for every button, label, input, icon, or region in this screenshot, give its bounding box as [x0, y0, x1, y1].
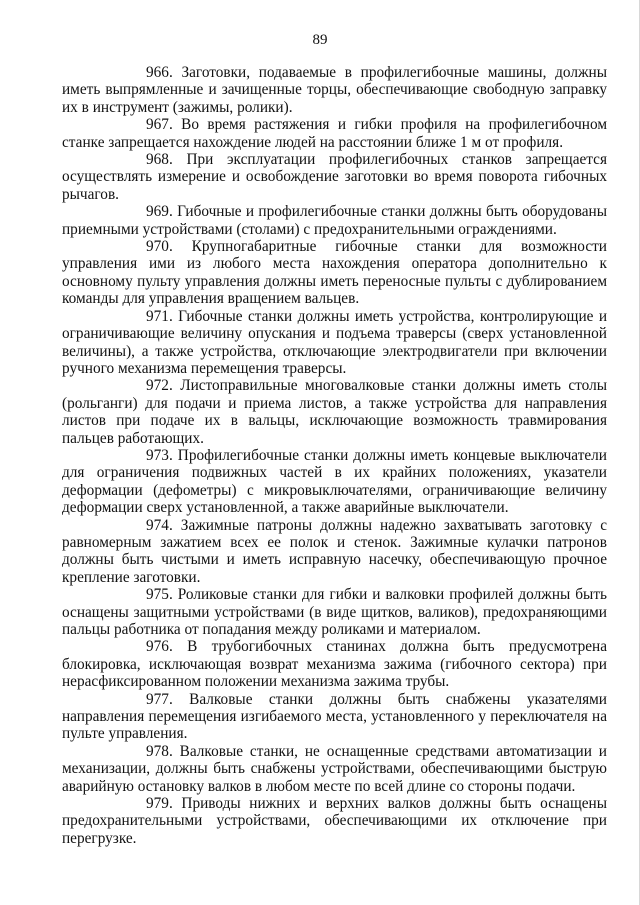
paragraph-text: При эксплуатации профилегибочных станков запрещается осуществлять измерение и освобождение заготовки во время поворота гибочных рычагов.	[62, 151, 607, 203]
paragraph-976	[62, 638, 607, 690]
paragraph-970	[62, 238, 607, 308]
paragraph-969	[62, 203, 607, 238]
paragraph-973	[62, 447, 607, 517]
paragraph-number: 968.	[146, 151, 173, 169]
paragraph-979	[62, 795, 607, 847]
paragraph-text: Листоправильные многовалковые станки должны иметь столы (рольганги) для подачи и приема листов, а также устройства для направления листов при подаче их в вальцы, исключающие возможность травмирования пальцев работающих.	[62, 377, 607, 447]
paragraph-974	[62, 517, 607, 587]
paragraph-number: 979.	[146, 795, 173, 813]
paragraph-number: 973.	[146, 446, 173, 464]
paragraph-text: Профилегибочные станки должны иметь концевые выключатели для ограничения подвижных частей в их крайних положениях, указатели деформации (дефометры) с микровыключателями, ограничивающие величину деформации сверх установленной, а также аварийные выключатели.	[62, 446, 607, 517]
paragraph-text: Во время растяжения и гибки профиля на профилегибочном станке запрещается нахождение людей на расстоянии ближе 1 м от профиля.	[62, 116, 607, 151]
paragraph-968	[62, 151, 607, 203]
paragraph-number: 972.	[146, 377, 173, 395]
paragraph-text: Гибочные и профилегибочные станки должны быть оборудованы приемными устройствами (столами) с предохранительными ограждениями.	[62, 203, 608, 238]
paragraph-967	[62, 116, 607, 151]
paragraph-977	[62, 691, 607, 743]
paragraph-number: 978.	[146, 742, 173, 760]
paragraph-text: Гибочные станки должны иметь устройства, контролирующие и ограничивающие величину опускания и подъема траверсы (сверх установленной величины), а также устройства, отключающие электродвигатели при включении ручного механизма перемещения траверсы.	[62, 307, 608, 377]
paragraph-971	[62, 308, 607, 378]
paragraph-text: Зажимные патроны должны надежно захватывать заготовку с равномерным зажатием всех ее полок и стенок. Зажимные кулачки патронов должны быть чистыми и иметь исправную насечку, обеспечивающую прочное крепление заготовки.	[62, 516, 608, 586]
paragraph-text: В трубогибочных станинах должна быть предусмотрена блокировка, исключающая возврат механизма зажима (гибочного сектора) при нерасфиксированном положении механизма зажима трубы.	[62, 638, 607, 691]
paragraph-number: 967.	[146, 116, 173, 134]
paragraph-text: Приводы нижних и верхних валков должны быть оснащены предохранительными устройствами, обеспечивающими их отключение при перегрузке.	[62, 795, 607, 847]
paragraph-text: Валковые станки, не оснащенные средствами автоматизации и механизации, должны быть снабжены устройствами, обеспечивающими быструю аварийную остановку валков в любом месте по всей длине со стороны подачи.	[62, 742, 607, 795]
paragraph-number: 976.	[146, 638, 173, 656]
paragraph-text: Заготовки, подаваемые в профилегибочные машины, должны иметь выпрямленные и зачищенные торцы, обеспечивающие свободную заправку их в инструмент (зажимы, ролики).	[62, 64, 607, 116]
document-body	[62, 64, 607, 847]
paragraph-975	[62, 586, 607, 638]
paragraph-number: 970.	[146, 238, 173, 256]
paragraph-972	[62, 377, 607, 447]
paragraph-number: 977.	[146, 690, 173, 708]
paragraph-text: Роликовые станки для гибки и валковки профилей должны быть оснащены защитными устройствами (в виде щитков, валиков), предохраняющими пальцы работника от попадания между роликами и материалом.	[62, 586, 607, 638]
paragraph-number: 975.	[146, 586, 173, 604]
page-number: 89	[312, 32, 328, 48]
paragraph-number: 966.	[146, 64, 173, 81]
paragraph-number: 971.	[146, 307, 173, 325]
paragraph-978	[62, 743, 607, 795]
paragraph-number: 974.	[146, 516, 173, 534]
paragraph-text: Валковые станки должны быть снабжены указателями направления перемещения изгибаемого места, установленного у переключателя на пульте управления.	[62, 690, 607, 743]
paragraph-text: Крупногабаритные гибочные станки для возможности управления ими из любого места нахождения оператора дополнительно к основному пульту управления должны иметь переносные пульты с дублированием команды для управления вращением вальцев.	[62, 238, 607, 308]
paragraph-number: 969.	[146, 203, 173, 221]
paragraph-966	[62, 64, 607, 116]
